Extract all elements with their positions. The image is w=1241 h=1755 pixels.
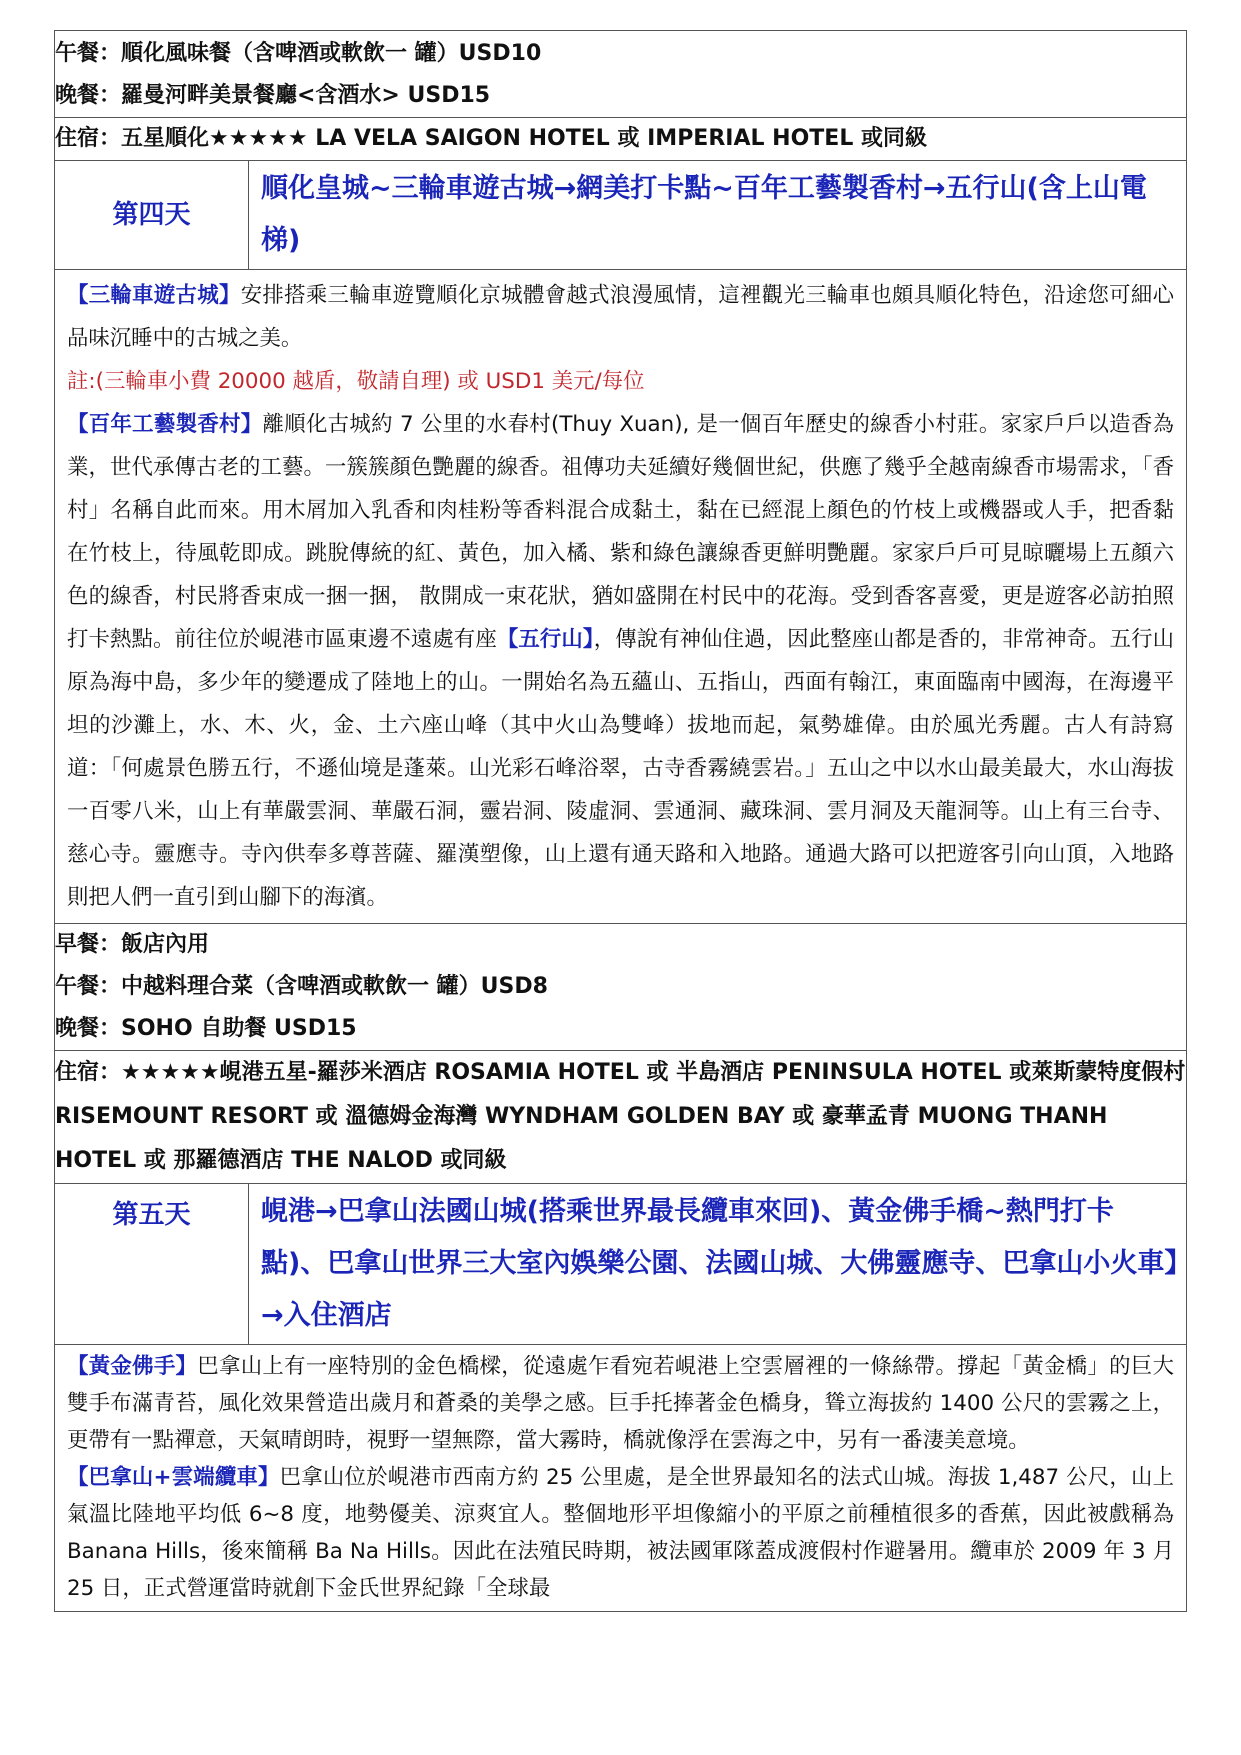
itinerary-page [54,30,1186,1612]
day5-paragraph-bana-hills [67,1459,1174,1607]
day4-title: 順化皇城~三輪車遊古城→網美打卡點~百年工藝製香村→五行山(含上山電梯) [249,161,1187,270]
day5-label: 第五天 [55,1184,249,1345]
day4-label: 第四天 [55,161,249,270]
paragraph-text: 巴拿山上有一座特別的金色橋樑，從遠處乍看宛若峴港上空雲層裡的一條絲帶。撐起「黃金橋」的巨大雙手布滿青苔，風化效果營造出歲月和蒼桑的美學之感。巨手托捧著金色橋身，聳立海拔約 1400 公尺的雲霧之上，更帶有一點禪意，天氣晴朗時，視野一望無際，當大霧時，橋就像浮在雲海之中，另有一番淒美意境。 [67,1354,1174,1453]
hotel-row-day3 [55,118,1187,161]
paragraph-text: 安排搭乘三輪車遊覽順化京城體會越式浪漫風情，這裡觀光三輪車也頗具順化特色，沿途您可細心品味沉睡中的古城之美。 [67,283,1174,351]
paragraph-text: ，傳說有神仙住過，因此整座山都是香的，非常神奇。五行山原為海中島，多少年的變遷成了陸地上的山。一開始名為五蘊山、五指山，西面有翰江，東面臨南中國海，在海邊平坦的沙灘上，水、木、火，金、土六座山峰（其中火山為雙峰）拔地而起，氣勢雄偉。由於風光秀麗。古人有詩寫道：「何處景色勝五行，不遜仙境是蓬萊。山光彩石峰浴翠，古寺香霧繞雲岩。」五山之中以水山最美最大，水山海拔一百零八米，山上有華嚴雲洞、華嚴石洞，靈岩洞、陵虛洞、雲通洞、藏珠洞、雲月洞及天龍洞等。山上有三台寺、慈心寺。靈應寺。寺內供奉多尊菩薩、羅漢塑像，山上還有通天路和入地路。通過大路可以把遊客引向山頂，入地路則把人們一直引到山腳下的海濱。 [67,627,1174,910]
hotel-row-day4 [55,1051,1187,1184]
keyword-golden-hands: 【黃金佛手】 [67,1354,198,1379]
keyword-bana-cable-car: 【巴拿山+雲端纜車】 [67,1465,280,1490]
lunch-line: 午餐：順化風味餐（含啤酒或軟飲一 罐）USD10 [55,41,542,66]
keyword-rickshaw: 【三輪車遊古城】 [67,283,241,308]
day5-header-row [55,1184,1187,1345]
day5-paragraph-golden-bridge [67,1348,1174,1459]
day4-paragraph-rickshaw [67,274,1174,360]
keyword-incense-village: 【百年工藝製香村】 [67,412,263,437]
hotel-line: 住宿：★★★★★峴港五星-羅莎米酒店 ROSAMIA HOTEL 或 半島酒店 PENINSULA HOTEL 或萊斯蒙特度假村 RISEMOUNT RESORT 或 溫德姆金海灣 WYNDHAM GOLDEN BAY 或 豪華孟青 MUONG THANH HOTEL 或 那羅德酒店 THE NALOD 或同級 [55,1060,1186,1173]
day4-paragraph-incense [67,403,1174,919]
day4-body-row [55,270,1187,924]
itinerary-table [54,30,1187,1612]
paragraph-text: 巴拿山位於峴港市西南方約 25 公里處，是全世界最知名的法式山城。海拔 1,487 公尺，山上氣溫比陸地平均低 6~8 度，地勢優美、涼爽宜人。整個地形平坦像縮小的平原之前種植很多的香蕉，因此被戲稱為 Banana Hills，後來簡稱 Ba Na Hills。因此在法殖民時期，被法國軍隊蓋成渡假村作避暑用。纜車於 2009 年 3 月 25 日，正式營運當時就創下金氏世界紀錄「全球最 [67,1465,1174,1601]
keyword-marble-mountains: 【五行山】 [496,627,594,652]
meals-row-day3 [55,31,1187,118]
lunch-line: 午餐：中越料理合菜（含啤酒或軟飲一 罐）USD8 [55,974,548,999]
meals-row-day4 [55,924,1187,1051]
day4-header-row [55,161,1187,270]
hotel-line: 住宿：五星順化★★★★★ LA VELA SAIGON HOTEL 或 IMPERIAL HOTEL 或同級 [55,126,927,151]
day5-title: 峴港→巴拿山法國山城(搭乘世界最長纜車來回)、黃金佛手橋~熱門打卡點)、巴拿山世界三大室內娛樂公園、法國山城、大佛靈應寺、巴拿山小火車】→入住酒店 [249,1184,1187,1345]
dinner-line: 晚餐：羅曼河畔美景餐廳<含酒水> USD15 [55,83,491,108]
dinner-line: 晚餐：SOHO 自助餐 USD15 [55,1016,357,1041]
rickshaw-tip-note: 註:(三輪車小費 20000 越盾，敬請自理) 或 USD1 美元/每位 [67,369,645,394]
paragraph-text: 離順化古城約 7 公里的水春村(Thuy Xuan), 是一個百年歷史的線香小村莊。家家戶戶以造香為業，世代承傳古老的工藝。一簇簇顏色艷麗的線香。祖傳功夫延續好幾個世紀，供應了幾乎全越南線香市場需求，「香村」名稱自此而來。用木屑加入乳香和肉桂粉等香料混合成黏土，黏在已經混上顏色的竹枝上或機器或人手，把香黏在竹枝上，待風乾即成。跳脫傳統的紅、黃色，加入橘、紫和綠色讓線香更鮮明艷麗。家家戶戶可見晾曬場上五顏六色的線香，村民將香束成一捆一捆， 散開成一束花狀，猶如盛開在村民中的花海。受到香客喜愛，更是遊客必訪拍照打卡熱點。前往位於峴港市區東邊不遠處有座 [67,412,1174,652]
breakfast-line: 早餐：飯店內用 [55,932,210,957]
day5-body-row [55,1345,1187,1612]
